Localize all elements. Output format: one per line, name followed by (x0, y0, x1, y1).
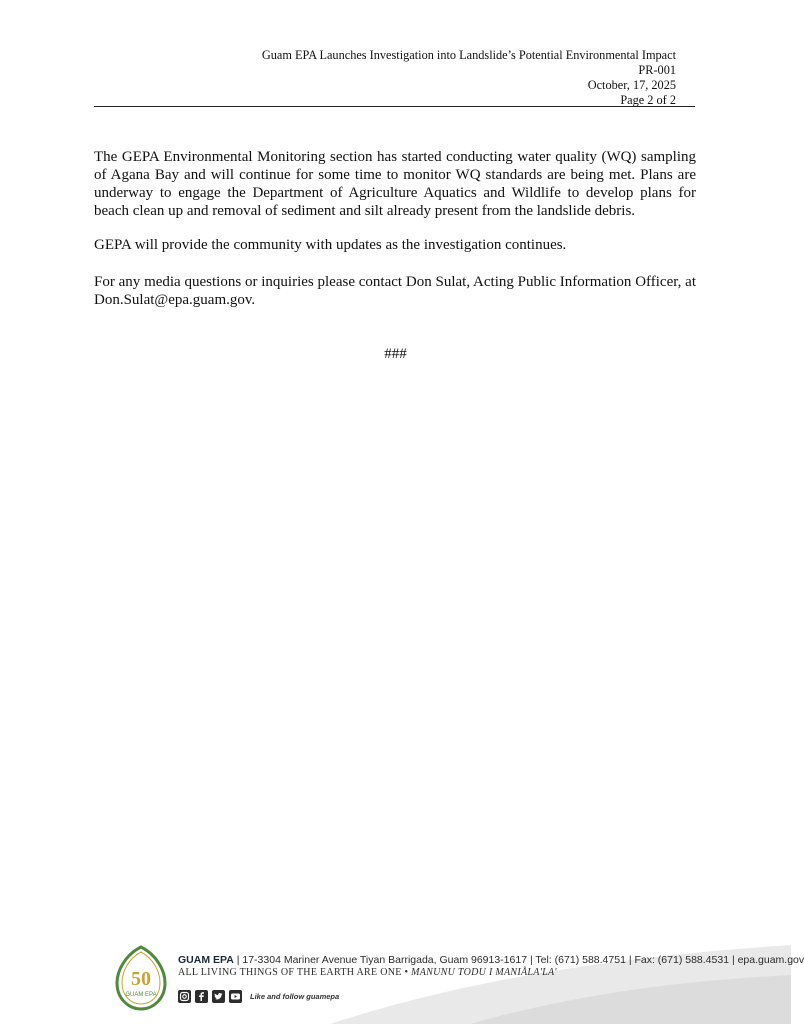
paragraph-monitoring: The GEPA Environmental Monitoring section has started conducting water quality (WQ) sampling of Agana Bay and will continue for some time to monitor WQ standards are being met. Plans are underway to engage the Department of Agriculture Aquatics and Wildlife to develop plans for beach clean up and removal of sediment and silt already present from the landslide debris. (94, 149, 696, 219)
release-number: PR-001 (638, 63, 676, 77)
youtube-icon[interactable] (229, 990, 242, 1003)
social-links (178, 989, 339, 1003)
seal-caption: GUAM EPA (125, 992, 157, 998)
document-title: Guam EPA Launches Investigation into Landslide’s Potential Environmental Impact (261, 48, 676, 62)
footer-fax: Fax: (671) 588.4531 (634, 954, 730, 966)
social-caption: Like and follow guamepa (250, 991, 340, 1001)
footer-motto (178, 966, 698, 979)
footer-motto-chamorro: MANUNU TODU I MANIÅLA'LA' (411, 967, 557, 978)
twitter-icon[interactable] (212, 990, 225, 1003)
footer-website[interactable]: epa.guam.gov (737, 954, 804, 966)
footer-tel: Tel: (671) 588.4751 (535, 954, 626, 966)
header-divider (94, 106, 695, 107)
footer-org: GUAM EPA (178, 954, 234, 966)
release-date: October, 17, 2025 (587, 78, 676, 92)
guam-epa-seal-logo (111, 945, 171, 1011)
footer-motto-english: ALL LIVING THINGS OF THE EARTH ARE ONE • (178, 967, 409, 978)
page-header (116, 48, 676, 108)
instagram-icon[interactable] (178, 990, 191, 1003)
page-number: Page 2 of 2 (620, 93, 676, 107)
footer-address: 17-3304 Mariner Avenue Tiyan Barrigada, Guam 96913-1617 (242, 954, 528, 966)
paragraph-updates: GEPA will provide the community with updates as the investigation continues. (94, 237, 567, 253)
footer-contact-line: GUAM EPA | 17-3304 Mariner Avenue Tiyan Barrigada, Guam 96913-1617 | Tel: (671) 588.4751 | Fax: (671) 588.4531 | epa.guam.gov (178, 954, 804, 966)
end-of-release-mark: ### (384, 346, 407, 362)
seal-anniversary-number: 50 (131, 968, 151, 990)
paragraph-contact: For any media questions or inquiries please contact Don Sulat, Acting Public Information Officer, at Don.Sulat@epa.guam.gov. (94, 274, 696, 308)
facebook-icon[interactable] (195, 990, 208, 1003)
